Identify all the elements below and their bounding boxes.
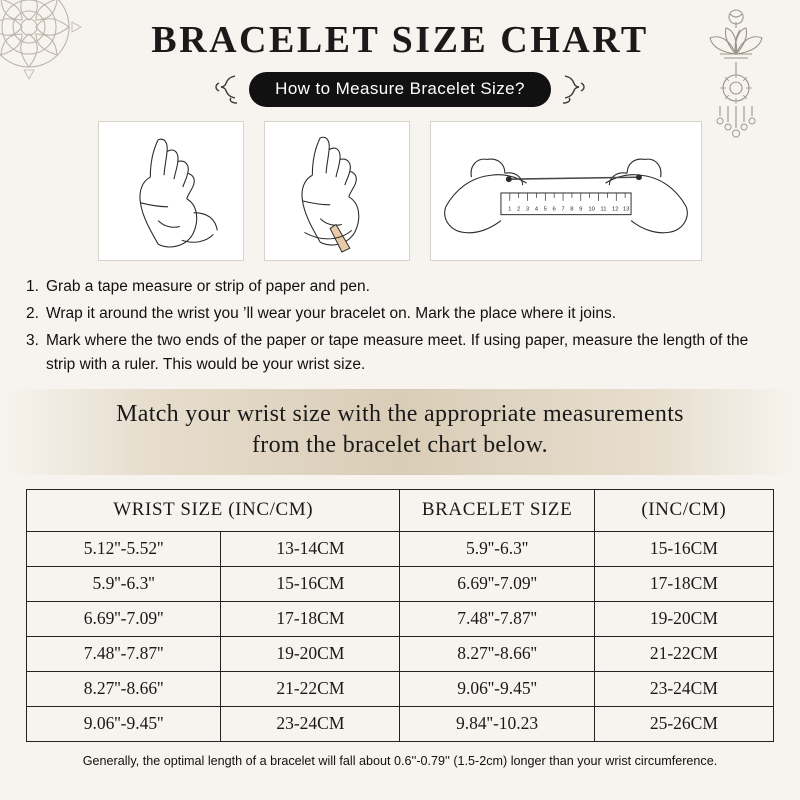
ruler-measuring-illustration [431, 122, 701, 260]
svg-text:7: 7 [561, 206, 565, 213]
match-size-banner [0, 389, 800, 474]
cell-wrist-inch: 5.9''-6.3'' [27, 566, 221, 601]
how-to-measure-label: How to Measure Bracelet Size? [249, 72, 551, 107]
hand-with-tape-measure-illustration [99, 122, 243, 260]
svg-text:13: 13 [622, 206, 630, 213]
footnote-text: Generally, the optimal length of a bracelet will fall about 0.6''-0.79'' (1.5-2cm) longer than your wrist circumference. [82, 753, 718, 768]
cell-wrist-cm: 19-20CM [221, 636, 400, 671]
cell-wrist-cm: 15-16CM [221, 566, 400, 601]
instruction-steps [26, 275, 774, 377]
cell-wrist-cm: 13-14CM [221, 531, 400, 566]
table-header-row [27, 489, 774, 531]
svg-text:12: 12 [611, 206, 619, 213]
header-bracelet-units: (INC/CM) [594, 489, 773, 531]
cell-bracelet-cm: 23-24CM [594, 671, 773, 706]
cell-wrist-inch: 9.06''-9.45'' [27, 706, 221, 741]
table-row [27, 636, 774, 671]
subtitle-row [0, 72, 800, 107]
cell-bracelet-cm: 19-20CM [594, 601, 773, 636]
cell-bracelet-cm: 15-16CM [594, 531, 773, 566]
svg-text:1: 1 [508, 206, 512, 213]
step-number: 1. [26, 278, 39, 295]
hand-with-tape-measure-photo [98, 121, 244, 261]
cell-bracelet-cm: 21-22CM [594, 636, 773, 671]
cell-wrist-cm: 23-24CM [221, 706, 400, 741]
banner-line-1: Match your wrist size with the appropriate measurements [116, 401, 684, 428]
step-text: Mark where the two ends of the paper or tape measure meet. If using paper, measure the length of the strip with a ruler. This would be your wrist size. [46, 332, 749, 374]
step-number: 3. [26, 332, 39, 350]
svg-text:3: 3 [525, 206, 530, 213]
instruction-images [0, 121, 800, 261]
cell-wrist-cm: 17-18CM [221, 601, 400, 636]
size-chart-table [26, 489, 774, 742]
ruler-measuring-strip-photo [430, 121, 702, 261]
header-bracelet-size: BRACELET SIZE [400, 489, 594, 531]
step-number: 2. [26, 305, 39, 323]
cell-bracelet-inch: 9.06''-9.45'' [400, 671, 594, 706]
header-wrist-size: WRIST SIZE (INC/CM) [27, 489, 400, 531]
table-row [27, 671, 774, 706]
list-item [26, 275, 774, 299]
cell-bracelet-cm: 25-26CM [594, 706, 773, 741]
cell-wrist-inch: 8.27''-8.66'' [27, 671, 221, 706]
svg-text:8: 8 [570, 206, 574, 213]
svg-text:5: 5 [543, 206, 547, 213]
table-row [27, 566, 774, 601]
step-text: Wrap it around the wrist you ’ll wear your bracelet on. Mark the place where it joins. [46, 305, 617, 323]
cell-bracelet-inch: 5.9''-6.3'' [400, 531, 594, 566]
table-row [27, 601, 774, 636]
list-item [26, 329, 774, 377]
cell-wrist-cm: 21-22CM [221, 671, 400, 706]
svg-text:6: 6 [552, 206, 556, 213]
svg-text:11: 11 [600, 206, 607, 213]
svg-text:10: 10 [588, 206, 595, 213]
svg-text:4: 4 [534, 206, 539, 213]
cell-bracelet-inch: 7.48''-7.87'' [400, 601, 594, 636]
cell-bracelet-cm: 17-18CM [594, 566, 773, 601]
cell-wrist-inch: 6.69''-7.09'' [27, 601, 221, 636]
cell-wrist-inch: 5.12''-5.52'' [27, 531, 221, 566]
step-text: Grab a tape measure or strip of paper and pen. [46, 278, 370, 295]
table-row [27, 706, 774, 741]
page-title: BRACELET SIZE CHART [151, 19, 649, 61]
svg-text:9: 9 [579, 206, 583, 213]
cell-bracelet-inch: 6.69''-7.09'' [400, 566, 594, 601]
hand-with-paper-strip-illustration [265, 122, 409, 260]
left-flourish-icon [213, 73, 239, 107]
banner-line-2: from the bracelet chart below. [252, 431, 548, 458]
right-flourish-icon [561, 73, 587, 107]
cell-bracelet-inch: 8.27''-8.66'' [400, 636, 594, 671]
hand-with-paper-strip-photo [264, 121, 410, 261]
cell-bracelet-inch: 9.84''-10.23 [400, 706, 594, 741]
size-chart-table-wrapper [26, 489, 774, 742]
cell-wrist-inch: 7.48''-7.87'' [27, 636, 221, 671]
svg-text:2: 2 [517, 206, 521, 213]
table-row [27, 531, 774, 566]
list-item [26, 302, 774, 326]
